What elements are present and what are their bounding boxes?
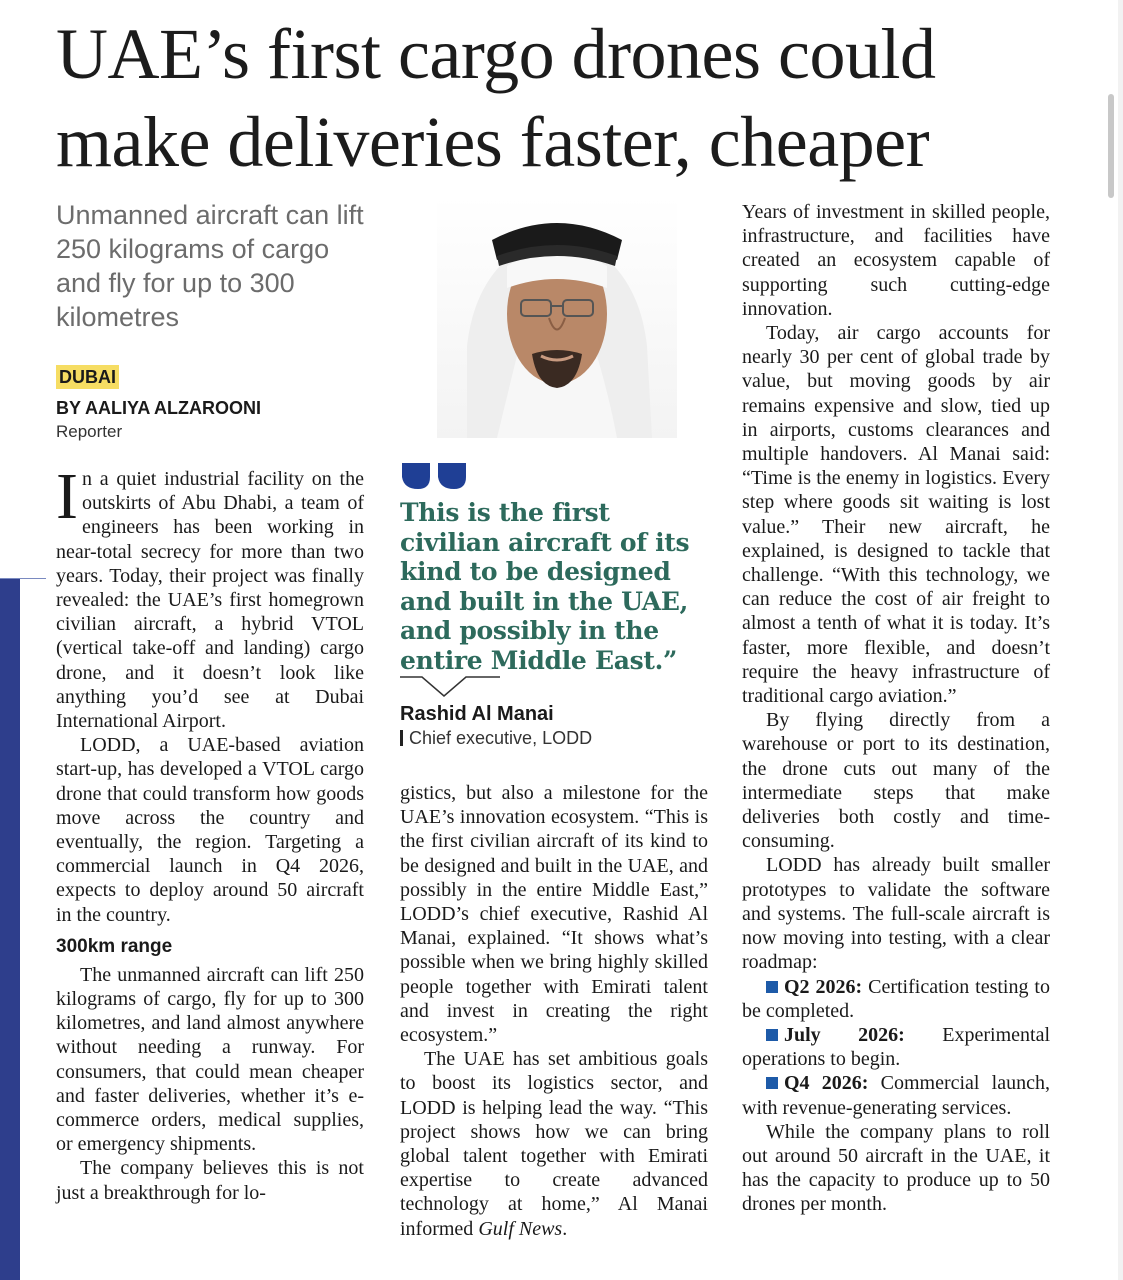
- paragraph: By flying directly from a warehouse or port to its destination, the drone cuts out many of the intermediate steps that make deliveries both costly and time-consuming.: [742, 709, 1050, 853]
- pull-quote: This is the first civilian aircraft of its kind to be designed and built in the UAE, and possibly in the entire Middle East.”: [400, 498, 690, 675]
- right-edge: [1118, 0, 1123, 1280]
- publication-name: Gulf News: [478, 1217, 563, 1240]
- column-2: [400, 781, 708, 1241]
- headline: [56, 10, 1066, 186]
- roadmap-item: [742, 1071, 1050, 1119]
- roadmap-text: Certification testing to be completed.: [742, 975, 1050, 1022]
- roadmap-text: Commercial launch, with revenue-generating services.: [742, 1072, 1050, 1119]
- paragraph: [400, 1047, 708, 1241]
- paragraph: LODD has already built smaller prototypes to validate the software and systems. The full-scale aircraft is now moving into testing, with a clear roadmap:: [742, 854, 1050, 974]
- deck: Unmanned aircraft can lift 250 kilograms of cargo and fly for up to 300 kilometres: [56, 200, 364, 332]
- dateline: DUBAI: [56, 365, 119, 389]
- roadmap-item: [742, 1023, 1050, 1071]
- byline-role: Reporter: [56, 422, 123, 441]
- square-bullet-icon: [766, 1029, 778, 1041]
- left-edge-line: [0, 578, 46, 579]
- speaker-role-text: Chief executive, LODD: [409, 728, 593, 748]
- paragraph: The unmanned aircraft can lift 250 kilograms of cargo, fly for up to 300 kilometres, and land almost anywhere without needing a runway. For consumers, that could mean cheaper and faster deliveries, whether it’s e-commerce orders, medical supplies, or emergency shipments.: [56, 963, 364, 1156]
- quote-marks-icon: [400, 461, 472, 491]
- paragraph-text: The UAE has set ambitious goals to boost its logistics sector, and LODD is helping lead the way. “This project shows how we can bring global talent together with Emirati expertise to create advanced technology at home,” Al Manai informed: [400, 1048, 708, 1240]
- square-bullet-icon: [766, 981, 778, 993]
- speaker-name: Rashid Al Manai: [400, 703, 554, 725]
- paragraph: LODD, a UAE-based aviation start-up, has developed a VTOL cargo drone that could transform how goods move across the country and eventually, the region. Targeting a commercial launch in Q4 2026, expects to deploy around 50 aircraft in the country.: [56, 734, 364, 926]
- drop-cap: I: [56, 460, 78, 533]
- divider-bar: [400, 730, 403, 746]
- paragraph: Years of investment in skilled people, infrastructure, and facilities have created an ecosystem capable of supporting such cutting-edge innovation.: [742, 201, 1050, 320]
- portrait-photo: [437, 196, 677, 438]
- paragraph: Today, air cargo accounts for nearly 30 per cent of global trade by value, but moving goods by air remains expensive and slow, tied up in airports, customs clearances and multiple handovers. Al Manai said: “Time is the enemy in logistics. Every step where goods sit waiting is lost value.” Their new aircraft, he explained, is designed to tackle that challenge. “With this technology, we can reduce the cost of air freight to almost a tenth of what it is today. It’s faster, more flexible, and doesn’t require the heavy infrastructure of traditional cargo aviation.”: [742, 322, 1050, 708]
- paragraph: gistics, but also a milestone for the UAE’s innovation ecosystem. “This is the first civilian aircraft of its kind to be designed and built in the UAE, and possibly in the entire Middle East,” LODD’s chief executive, Rashid Al Manai, explained. “It shows what’s possible when we bring highly skilled people together with Emirati talent and invest in creating the right ecosystem.”: [400, 782, 708, 1047]
- left-edge-strip: [0, 578, 20, 1280]
- square-bullet-icon: [766, 1077, 778, 1089]
- roadmap-label: Q4 2026:: [784, 1072, 869, 1095]
- paragraph: [56, 460, 364, 733]
- paragraph-text: n a quiet industrial facility on the outskirts of Abu Dhabi, a team of engineers has been working in near-total secrecy for more than two years. Today, their project was finally revealed: the UAE’s first homegrown civilian aircraft, a hybrid VTOL (vertical take-off and landing) cargo drone, and it doesn’t look like anything you’d see at Dubai International Airport.: [56, 468, 364, 733]
- subhead: 300km range: [56, 935, 173, 957]
- paragraph-text: .: [562, 1217, 568, 1240]
- scrollbar-thumb[interactable]: [1108, 94, 1114, 198]
- column-1: [56, 460, 364, 1205]
- callout-pointer-icon: [400, 676, 500, 698]
- column-3: [742, 200, 1050, 1217]
- roadmap-label: Q2 2026:: [784, 975, 863, 998]
- paragraph: The company believes this is not just a breakthrough for lo-: [56, 1157, 364, 1204]
- roadmap-item: [742, 975, 1050, 1023]
- speaker-role: [400, 727, 592, 749]
- roadmap-text: Experimental operations to begin.: [742, 1023, 1051, 1071]
- paragraph: While the company plans to roll out around 50 aircraft in the UAE, it has the capacity to produce up to 50 drones per month.: [742, 1120, 1050, 1216]
- roadmap-label: July 2026:: [784, 1023, 905, 1046]
- byline: BY AALIYA ALZAROONI: [56, 398, 262, 418]
- headline-line-2: make deliveries faster, cheaper: [56, 102, 930, 182]
- headline-line-1: UAE’s first cargo drones could: [56, 14, 936, 94]
